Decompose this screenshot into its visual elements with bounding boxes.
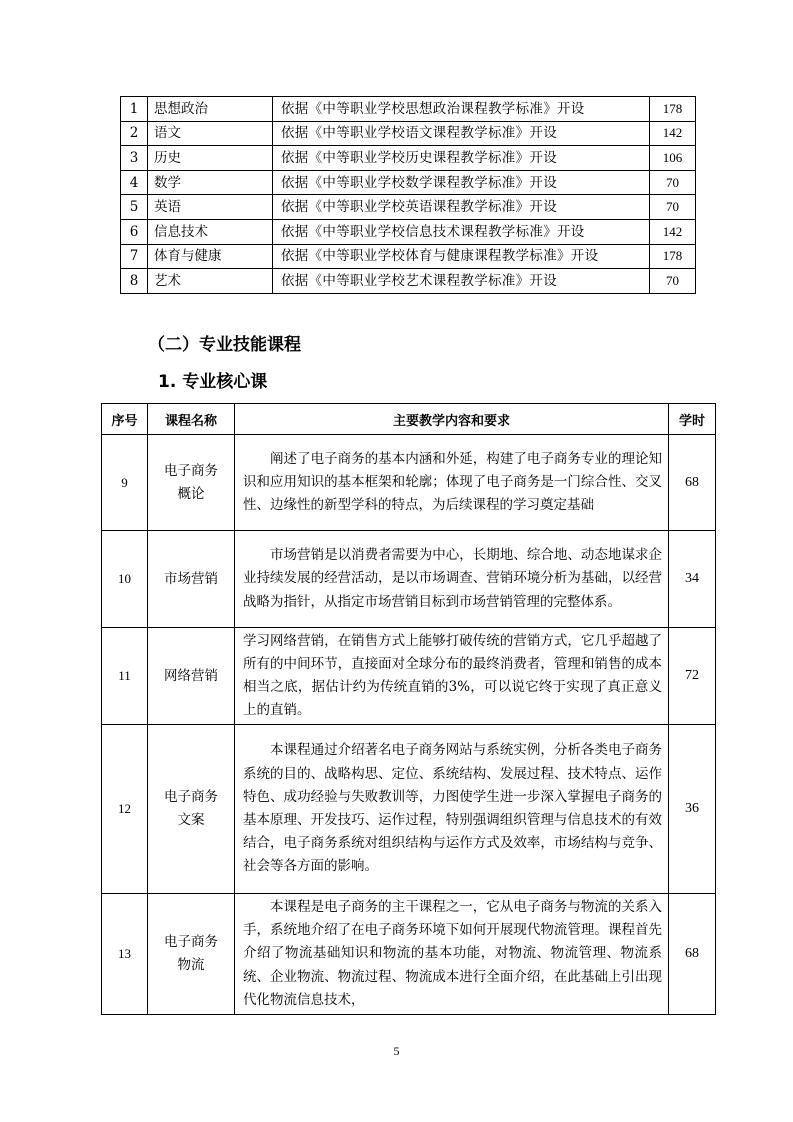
course-name: 艺术: [148, 269, 273, 294]
course-hours: 178: [650, 97, 696, 122]
course-hours: 142: [650, 219, 696, 244]
course-name: 电子商务 文案: [148, 725, 235, 894]
course-description: 依据《中等职业学校体育与健康课程教学标准》开设: [273, 244, 650, 269]
table-row: [121, 269, 696, 294]
public-course-table: [120, 96, 696, 294]
course-hours: 34: [669, 531, 716, 628]
course-description: 依据《中等职业学校艺术课程教学标准》开设: [273, 269, 650, 294]
table-row: [121, 146, 696, 171]
course-name: 电子商务 物流: [148, 894, 235, 1015]
course-hours: 70: [650, 170, 696, 195]
course-name: 英语: [148, 195, 273, 220]
page-number: 5: [393, 1044, 400, 1058]
course-number: 2: [121, 121, 148, 146]
course-hours: 70: [650, 269, 696, 294]
course-number: 12: [102, 725, 148, 894]
course-name: 电子商务 概论: [148, 435, 235, 531]
table-row: [102, 725, 716, 894]
core-course-table: [101, 403, 716, 1015]
course-name: 信息技术: [148, 219, 273, 244]
course-number: 4: [121, 170, 148, 195]
course-description: 依据《中等职业学校英语课程教学标准》开设: [273, 195, 650, 220]
table-row: [102, 435, 716, 531]
course-hours: 72: [669, 628, 716, 725]
course-number: 5: [121, 195, 148, 220]
course-number: 11: [102, 628, 148, 725]
course-description: 依据《中等职业学校语文课程教学标准》开设: [273, 121, 650, 146]
course-hours: 36: [669, 725, 716, 894]
course-number: 9: [102, 435, 148, 531]
table-row: [102, 894, 716, 1015]
course-number: 3: [121, 146, 148, 171]
table-row: [121, 170, 696, 195]
course-number: 6: [121, 219, 148, 244]
header-content: 主要教学内容和要求: [235, 404, 669, 435]
table-row: [121, 195, 696, 220]
course-name: 体育与健康: [148, 244, 273, 269]
course-name: 语文: [148, 121, 273, 146]
course-number: 1: [121, 97, 148, 122]
course-name: 历史: [148, 146, 273, 171]
course-number: 13: [102, 894, 148, 1015]
course-hours: 68: [669, 435, 716, 531]
header-no: 序号: [102, 404, 148, 435]
course-description: 学习网络营销，在销售方式上能够打破传统的营销方式，它几乎超越了所有的中间环节，直接面对全球分布的最终消费者，管理和销售的成本相当之底，据估计约为传统直销的3%，可以说它终于实现了真正意义上的直销。: [235, 628, 669, 725]
header-hours: 学时: [669, 404, 716, 435]
course-number: 10: [102, 531, 148, 628]
course-description: 依据《中等职业学校历史课程教学标准》开设: [273, 146, 650, 171]
course-description: 依据《中等职业学校数学课程教学标准》开设: [273, 170, 650, 195]
table-row: [102, 531, 716, 628]
course-number: 7: [121, 244, 148, 269]
section-title: （二）专业技能课程: [148, 335, 301, 355]
course-hours: 142: [650, 121, 696, 146]
table-row: [121, 121, 696, 146]
course-description: 本课程是电子商务的主干课程之一，它从电子商务与物流的关系入手，系统地介绍了在电子商务环境下如何开展现代物流管理。课程首先介绍了物流基础知识和物流的基本功能，对物流、物流管理、物流系统、企业物流、物流过程、物流成本进行全面介绍，在此基础上引出现代化物流信息技术，: [235, 894, 669, 1015]
course-hours: 178: [650, 244, 696, 269]
course-description: 依据《中等职业学校信息技术课程教学标准》开设: [273, 219, 650, 244]
course-hours: 70: [650, 195, 696, 220]
course-name: 网络营销: [148, 628, 235, 725]
table-row: [121, 97, 696, 122]
course-name: 市场营销: [148, 531, 235, 628]
course-number: 8: [121, 269, 148, 294]
table-row: [121, 219, 696, 244]
course-description: 本课程通过介绍著名电子商务网站与系统实例，分析各类电子商务系统的目的、战略构思、定位、系统结构、发展过程、技术特点、运作特色、成功经验与失败教训等，力图使学生进一步深入掌握电子商务的基本原理、开发技巧、运作过程，特别强调组织管理与信息技术的有效结合，电子商务系统对组织结构与运作方式及效率，市场结构与竞争、社会等各方面的影响。: [235, 725, 669, 894]
header-name: 课程名称: [148, 404, 235, 435]
course-description: 阐述了电子商务的基本内涵和外延，构建了电子商务专业的理论知识和应用知识的基本框架和轮廓；体现了电子商务是一门综合性、交叉性、边缘性的新型学科的特点，为后续课程的学习奠定基础: [235, 435, 669, 531]
course-name: 思想政治: [148, 97, 273, 122]
table-header-row: [102, 404, 716, 435]
table-row: [102, 628, 716, 725]
course-name: 数学: [148, 170, 273, 195]
course-hours: 106: [650, 146, 696, 171]
course-description: 依据《中等职业学校思想政治课程教学标准》开设: [273, 97, 650, 122]
table-row: [121, 244, 696, 269]
course-description: 市场营销是以消费者需要为中心，长期地、综合地、动态地谋求企业持续发展的经营活动，是以市场调查、营销环境分析为基础，以经营战略为指针，从指定市场营销目标到市场营销管理的完整体系。: [235, 531, 669, 628]
course-hours: 68: [669, 894, 716, 1015]
subsection-title: 1. 专业核心课: [158, 372, 268, 392]
